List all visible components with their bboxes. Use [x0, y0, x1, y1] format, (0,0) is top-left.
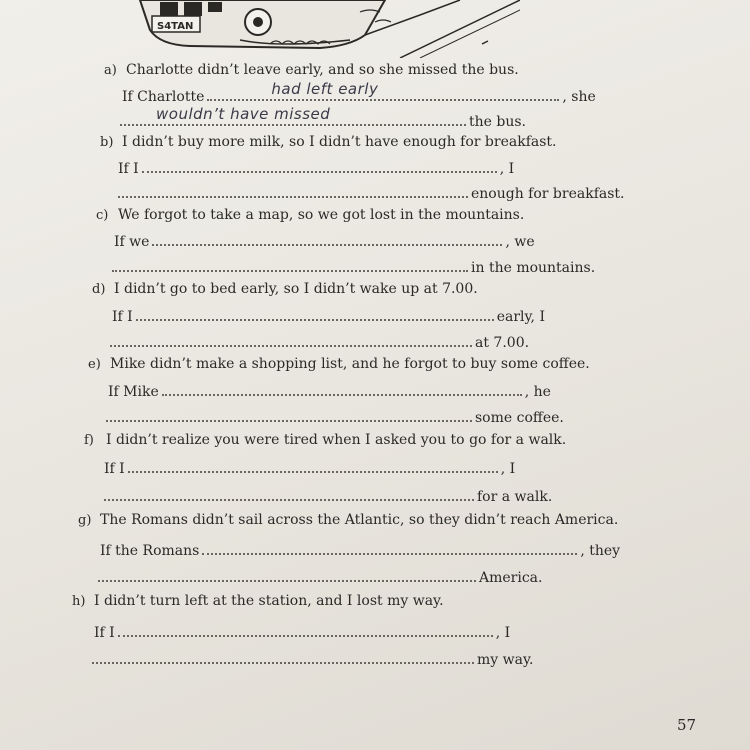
exercise-f-line1: If I , I	[104, 457, 515, 477]
exercise-h-line2: my way.	[92, 648, 533, 668]
answer-blank-g1[interactable]	[202, 539, 577, 555]
exercise-a-line1: If Charlotte had left early , she	[122, 80, 596, 105]
answer-blank-g2[interactable]	[98, 566, 476, 582]
exercise-b-line2: enough for breakfast.	[118, 182, 625, 202]
exercise-f-sentence: f) I didn’t realize you were tired when I asked you to go for a walk.	[84, 432, 567, 448]
handwritten-answer-a1: had left early	[271, 80, 379, 98]
page-number: 57	[677, 716, 697, 734]
exercise-f-line2: for a walk.	[104, 485, 552, 505]
exercise-a-line2: wouldn’t have missed the bus.	[120, 110, 526, 130]
answer-blank-h1[interactable]	[118, 621, 493, 637]
answer-blank-c1[interactable]	[152, 230, 502, 246]
exercise-d-sentence: d) I didn’t go to bed early, so I didn’t wake up at 7.00.	[92, 281, 478, 297]
exercise-e-line1: If Mike , he	[108, 380, 551, 400]
exercise-a-sentence: a) Charlotte didn’t leave early, and so she missed the bus.	[104, 62, 519, 78]
answer-blank-f2[interactable]	[104, 485, 474, 501]
exercise-e-sentence: e) Mike didn’t make a shopping list, and he forgot to buy some coffee.	[88, 356, 590, 372]
answer-blank-d2[interactable]	[110, 331, 472, 347]
answer-blank-e1[interactable]	[162, 380, 522, 396]
answer-blank-b1[interactable]	[142, 157, 497, 173]
exercise-d-line2: at 7.00.	[110, 331, 529, 351]
exercise-g-line2: America.	[98, 566, 542, 586]
exercise-g-sentence: g) The Romans didn’t sail across the Atlantic, so they didn’t reach America.	[78, 512, 619, 528]
exercise-c-line1: If we , we	[114, 230, 535, 250]
answer-blank-f1[interactable]	[128, 457, 498, 473]
exercise-h-sentence: h) I didn’t turn left at the station, and I lost my way.	[72, 593, 444, 609]
handwritten-answer-a2: wouldn’t have missed	[156, 105, 331, 123]
answer-blank-c2[interactable]	[112, 256, 468, 272]
answer-blank-d1[interactable]	[136, 305, 494, 321]
answer-blank-e2[interactable]	[106, 406, 472, 422]
answer-blank-b2[interactable]	[118, 182, 468, 198]
exercise-e-line2: some coffee.	[106, 406, 564, 426]
exercise-h-line1: If I , I	[94, 621, 510, 641]
answer-blank-a2[interactable]	[120, 105, 466, 126]
exercise-b-sentence: b) I didn’t buy more milk, so I didn’t have enough for breakfast.	[100, 134, 557, 150]
car-illustration	[120, 0, 520, 58]
exercise-g-line1: If the Romans , they	[100, 539, 620, 559]
exercise-c-sentence: c) We forgot to take a map, so we got lost in the mountains.	[96, 207, 525, 223]
exercise-b-line1: If I , I	[118, 157, 514, 177]
answer-blank-h2[interactable]	[92, 648, 474, 664]
exercise-d-line1: If I early, I	[112, 305, 545, 325]
exercise-c-line2: in the mountains.	[112, 256, 595, 276]
license-plate: S4TAN	[157, 21, 194, 32]
